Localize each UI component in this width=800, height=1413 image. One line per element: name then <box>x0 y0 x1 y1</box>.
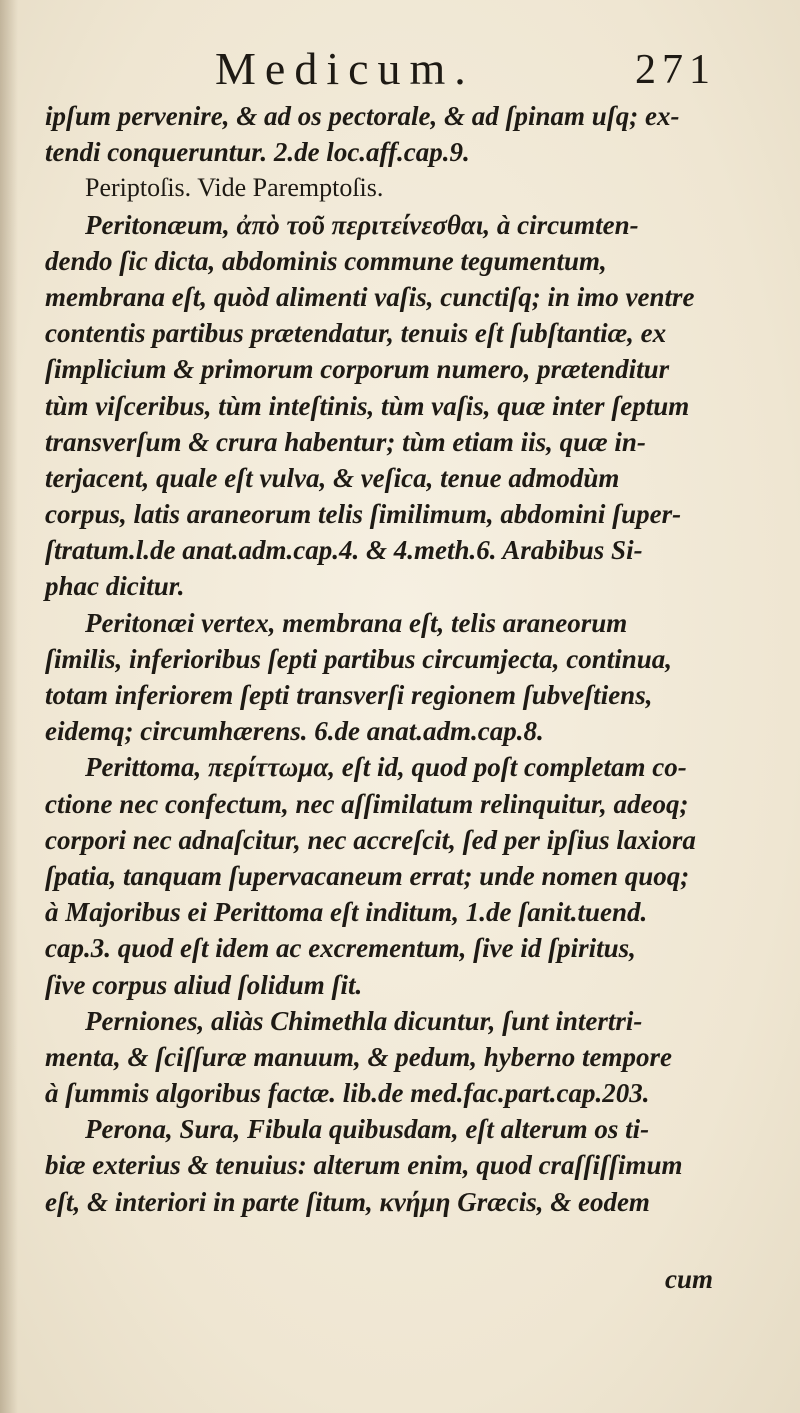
text-line: phac dicitur. <box>45 571 185 602</box>
text-line: menta, & ſciſſuræ manuum, & pedum, hyberno tempore <box>45 1041 673 1072</box>
text-line: à Majoribus ei Perittoma eſt inditum, 1.de ſanit.tuend. <box>45 897 648 928</box>
gutter-shadow <box>0 0 18 1413</box>
page-number: 271 <box>635 47 716 93</box>
text-line: tùm viſceribus, tùm inteſtinis, tùm vaſis, quæ inter ſeptum <box>45 390 690 421</box>
text-line: eſt, & interiori in parte ſitum, κνήμη Græcis, & eodem <box>45 1186 650 1217</box>
entry-perniones: Perniones, aliàs Chimethla dicuntur, ſunt intertri- <box>85 1005 643 1036</box>
text-line: totam inferiorem ſepti transverſi regionem ſubveſtiens, <box>45 680 653 710</box>
text-line: ſimplicium & primorum corporum numero, prætenditur <box>45 354 670 385</box>
text-line: à ſummis algoribus factæ. lib.de med.fac.part.cap.203. <box>45 1078 650 1109</box>
text-line: cap.3. quod eſt idem ac excrementum, ſive id ſpiritus, <box>45 933 636 964</box>
entry-peritonaei-vertex: Peritonæi vertex, membrana eſt, telis araneorum <box>85 607 628 638</box>
entry-perona: Perona, Sura, Fibula quibusdam, eſt alterum os ti- <box>85 1114 650 1145</box>
text-line: ſtratum.l.de anat.adm.cap.4. & 4.meth.6. Arabibus Si- <box>45 535 643 566</box>
text-line: terjacent, quale eſt vulva, & veſica, tenue admodùm <box>45 462 620 493</box>
text-line: contentis partibus prætendatur, tenuis eſt ſubſtantiæ, ex <box>45 318 667 349</box>
entry-peritonaeum: Peritonæum, ἀπὸ τοῦ περιτείνεσθαι, à circumten- <box>85 209 639 240</box>
text-line: dendo ſic dicta, abdominis commune tegumentum, <box>45 245 607 276</box>
text-line: biæ exterius & tenuius: alterum enim, quod craſſiſſimum <box>45 1150 683 1181</box>
text-line: corpus, latis araneorum telis ſimilimum, abdomini ſuper- <box>45 499 682 530</box>
text-line: ipſum pervenire, & ad os pectorale, & ad ſpinam uſq; ex- <box>45 101 680 131</box>
text-line: ſive corpus aliud ſolidum ſit. <box>45 969 363 1000</box>
catchword: cum <box>665 1264 714 1294</box>
running-head: Medicum. <box>215 43 475 94</box>
text-line: transverſum & crura habentur; tùm etiam iis, quæ in- <box>45 426 646 457</box>
entry-perittoma: Perittoma, περίττωμα, eſt id, quod poſt completam co- <box>85 752 687 783</box>
page-header <box>0 38 800 98</box>
text-line: ctione nec confectum, nec aſſimilatum relinquitur, adeoq; <box>45 788 689 819</box>
text-line: corpori nec adnaſcitur, nec accreſcit, ſed per ipſius laxiora <box>45 824 696 855</box>
page-body <box>45 98 760 1220</box>
text-line: eidemq; circumhærens. 6.de anat.adm.cap.8. <box>45 716 544 747</box>
text-line: ſpatia, tanquam ſupervacaneum errat; unde nomen quoq; <box>45 860 690 891</box>
entry-periptosis: Periptoſis. Vide Paremptoſis. <box>85 173 384 203</box>
text-line: ſimilis, inferioribus ſepti partibus circumjecta, continua, <box>45 643 673 674</box>
text-line: tendi conqueruntur. 2.de loc.aff.cap.9. <box>45 137 470 168</box>
text-line: membrana eſt, quòd alimenti vaſis, cunctiſq; in imo ventre <box>45 281 695 312</box>
